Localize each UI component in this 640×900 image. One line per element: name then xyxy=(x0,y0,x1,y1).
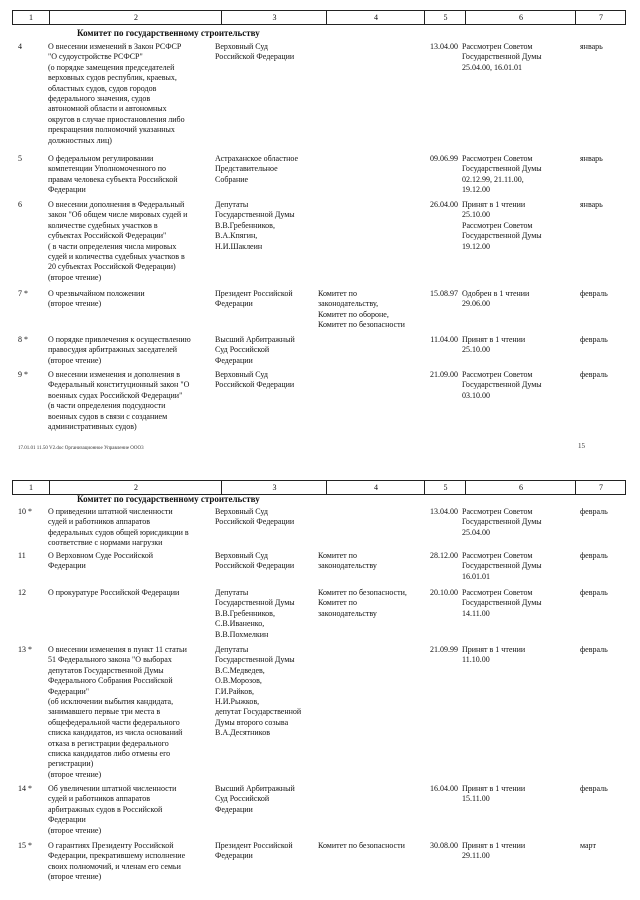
bill-title: О чрезвычайном положении (второе чтение) xyxy=(48,289,145,309)
column-header: 5 xyxy=(424,11,466,24)
row-number: 13 * xyxy=(18,645,32,654)
bill-title: О внесении изменений в Закон РСФСР "О судоустройстве РСФСР" (о порядке замещения председателей верховных судов республик, краевых, областных судов, судов городов федерального значения, судов автономной области и автономных округов в случае приостановления либо прекращения полномочий указанных должностных лиц) xyxy=(48,42,185,145)
column-header: 6 xyxy=(465,11,576,24)
column-header: 7 xyxy=(575,481,626,494)
submission-date: 16.04.00 xyxy=(430,784,458,793)
row-number: 4 xyxy=(18,42,22,51)
bill-status: Рассмотрен Советом Государственной Думы 02.12.99, 21.11.00, 19.12.00 xyxy=(462,154,542,195)
submission-date: 13.04.00 xyxy=(430,507,458,516)
co-committee: Комитет по безопасности, Комитет по законодательству xyxy=(318,588,407,618)
document-footer: 17.01.01 11.50 V2.doc Организационное Управление ООО3 xyxy=(18,446,144,451)
bill-title: О внесении изменения и дополнения в Федеральный конституционный закон "О военных судах Российской Федерации" (в части определения подсудности военных судов в связи с созданием административных судов) xyxy=(48,370,190,432)
submission-date: 30.08.00 xyxy=(430,841,458,850)
submission-date: 26.04.00 xyxy=(430,200,458,209)
initiator: Астраханское областное Представительное Собрание xyxy=(215,154,299,184)
column-header: 5 xyxy=(424,481,466,494)
page-number: 15 xyxy=(578,442,585,450)
initiator: Верховный Суд Российской Федерации xyxy=(215,507,295,527)
column-header-row xyxy=(12,10,626,25)
bill-title: О федеральном регулировании компетенции Уполномоченного по правам человека субъекта Российской Федерации xyxy=(48,154,178,195)
submission-date: 11.04.00 xyxy=(430,335,458,344)
schedule-month: февраль xyxy=(580,370,608,379)
row-number: 12 xyxy=(18,588,26,597)
initiator: Верховный Суд Российской Федерации xyxy=(215,42,295,62)
submission-date: 28.12.00 xyxy=(430,551,458,560)
submission-date: 13.04.00 xyxy=(430,42,458,51)
row-number: 9 * xyxy=(18,370,28,379)
initiator: Депутаты Государственной Думы В.В.Гребенников, С.В.Иваненко, В.В.Похмелкин xyxy=(215,588,295,639)
committee-title: Комитет по государственному строительству xyxy=(77,28,260,38)
co-committee: Комитет по законодательству xyxy=(318,551,377,571)
schedule-month: февраль xyxy=(580,784,608,793)
page-2 xyxy=(0,476,640,900)
schedule-month: февраль xyxy=(580,645,608,654)
row-number: 7 * xyxy=(18,289,28,298)
submission-date: 21.09.99 xyxy=(430,645,458,654)
bill-title: О внесении дополнения в Федеральный закон "Об общем числе мировых судей и количестве судебных участков в субъектах Российской Федерации" ( в части определения числа мировых судей и количества судебных участков в 20 субъектах Российской Федерации) (второе чтение) xyxy=(48,200,188,282)
bill-title: Об увеличении штатной численности судей и работников аппаратов арбитражных судов в Российской Федерации (второе чтение) xyxy=(48,784,177,835)
initiator: Президент Российской Федерации xyxy=(215,289,293,309)
bill-status: Рассмотрен Советом Государственной Думы 16.01.01 xyxy=(462,551,542,581)
schedule-month: февраль xyxy=(580,335,608,344)
schedule-month: февраль xyxy=(580,551,608,560)
column-header-row xyxy=(12,480,626,495)
row-number: 5 xyxy=(18,154,22,163)
initiator: Высший Арбитражный Суд Российской Федерации xyxy=(215,784,295,814)
bill-title: О Верховном Суде Российской Федерации xyxy=(48,551,154,571)
row-number: 8 * xyxy=(18,335,28,344)
co-committee: Комитет по безопасности xyxy=(318,841,405,850)
schedule-month: февраль xyxy=(580,289,608,298)
column-header: 6 xyxy=(465,481,576,494)
bill-status: Рассмотрен Советом Государственной Думы 25.04.00 xyxy=(462,507,542,537)
row-number: 14 * xyxy=(18,784,32,793)
submission-date: 20.10.00 xyxy=(430,588,458,597)
column-header: 4 xyxy=(326,481,425,494)
schedule-month: март xyxy=(580,841,596,850)
row-number: 11 xyxy=(18,551,26,560)
initiator: Высший Арбитражный Суд Российской Федерации xyxy=(215,335,295,365)
schedule-month: январь xyxy=(580,200,603,209)
bill-title: О порядке привлечения к осуществлению правосудия арбитражных заседателей (второе чтение) xyxy=(48,335,191,365)
bill-status: Одобрен в 1 чтении 29.06.00 xyxy=(462,289,530,309)
bill-title: О гарантиях Президенту Российской Федерации, прекратившему исполнение своих полномочий, и членам его семьи (второе чтение) xyxy=(48,841,186,882)
column-header: 3 xyxy=(221,11,327,24)
column-header: 1 xyxy=(29,13,33,22)
schedule-month: январь xyxy=(580,42,603,51)
row-number: 10 * xyxy=(18,507,32,516)
bill-status: Рассмотрен Советом Государственной Думы 03.10.00 xyxy=(462,370,542,400)
column-header: 2 xyxy=(49,481,222,494)
column-header: 1 xyxy=(29,483,33,492)
initiator: Верховный Суд Российской Федерации xyxy=(215,551,295,571)
submission-date: 09.06.99 xyxy=(430,154,458,163)
bill-status: Принят в 1 чтении 25.10.00 xyxy=(462,335,526,355)
initiator: Депутаты Государственной Думы В.В.Гребенников, В.А.Кпягин, Н.И.Шаклеин xyxy=(215,200,295,251)
bill-status: Принят в 1 чтении 15.11.00 xyxy=(462,784,526,804)
bill-title: О прокуратуре Российской Федерации xyxy=(48,588,180,597)
initiator: Президент Российской Федерации xyxy=(215,841,293,861)
column-header: 4 xyxy=(326,11,425,24)
bill-status: Принят в 1 чтении 11.10.00 xyxy=(462,645,526,665)
bill-status: Рассмотрен Советом Государственной Думы 14.11.00 xyxy=(462,588,542,618)
committee-title: Комитет по государственному строительству xyxy=(77,494,260,504)
submission-date: 21.09.00 xyxy=(430,370,458,379)
bill-status: Принят в 1 чтении 25.10.00 Рассмотрен Советом Государственной Думы 19.12.00 xyxy=(462,200,542,251)
schedule-month: январь xyxy=(580,154,603,163)
bill-title: О внесении изменения в пункт 11 статьи 51 Федерального закона "О выборах депутатов Государственной Думы Федерального Собрания Российской Федерации" (об исключении выбытия кандидата, занимавшего первые три места в общефедеральной части федерального списка кандидатов, из числа оснований отказа в регистрации федерального списка кандидатов либо отмены его регистрации) (второе чтение) xyxy=(48,645,187,779)
row-number: 6 xyxy=(18,200,22,209)
submission-date: 15.08.97 xyxy=(430,289,458,298)
column-header: 2 xyxy=(49,11,222,24)
bill-status: Принят в 1 чтении 29.11.00 xyxy=(462,841,526,861)
column-header: 3 xyxy=(221,481,327,494)
initiator: Верховный Суд Российской Федерации xyxy=(215,370,295,390)
row-number: 15 * xyxy=(18,841,32,850)
schedule-month: февраль xyxy=(580,588,608,597)
column-header: 7 xyxy=(575,11,626,24)
initiator: Депутаты Государственной Думы В.С.Медведев, О.В.Морозов, Г.И.Райков, Н.И.Рыжков, депутат Государственной Думы второго созыва В.А.Десятников xyxy=(215,645,302,738)
co-committee: Комитет по законодательству, Комитет по обороне, Комитет по безопасности xyxy=(318,289,405,330)
bill-title: О приведении штатной численности судей и работников аппаратов федеральных судов общей юрисдикции в соответствие с нормами нагрузки xyxy=(48,507,189,548)
schedule-month: февраль xyxy=(580,507,608,516)
bill-status: Рассмотрен Советом Государственной Думы 25.04.00, 16.01.01 xyxy=(462,42,542,72)
